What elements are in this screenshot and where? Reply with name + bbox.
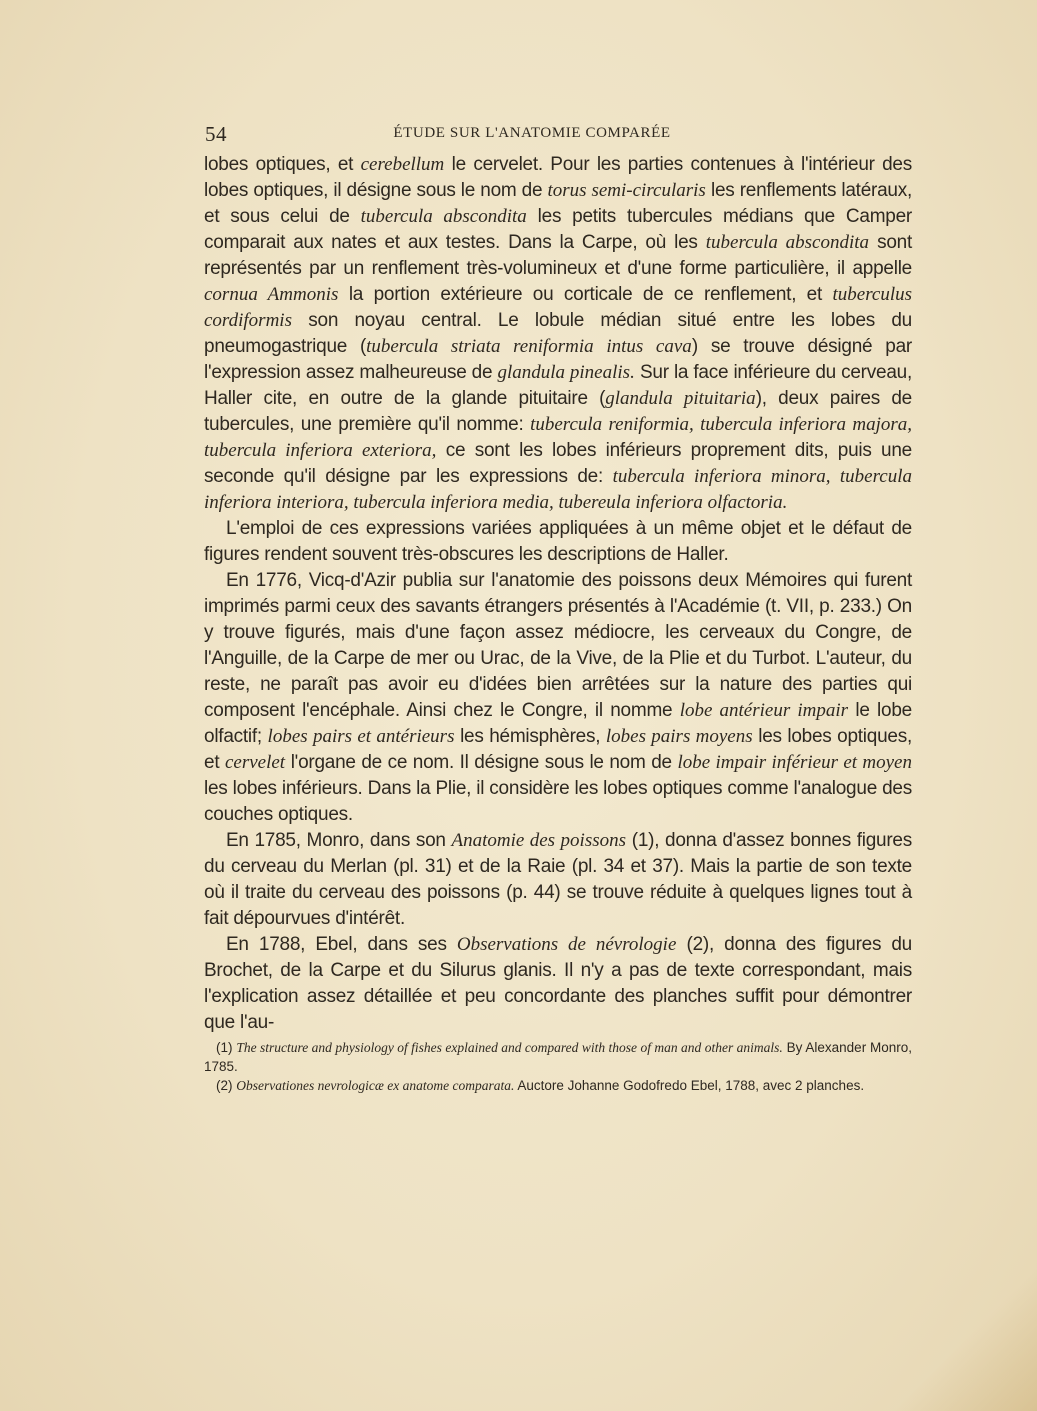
- page-corner-shadow: [877, 1251, 1037, 1411]
- paragraph-4: En 1785, Monro, dans son Anatomie des poissons (1), donna d'assez bonnes figures du cerveau du Merlan (pl. 31) et de la Raie (pl. 34 et 37). Mais la partie de son texte où il traite du cerveau des poissons (p. 44) se trouve réduite à quelques lignes tout à fait dépourvues d'intérêt.: [204, 830, 913, 929]
- footnote-1: (1) The structure and physiology of fishes explained and compared with those of man and other animals. By Alexander Monro, 1785.: [204, 1040, 913, 1074]
- page-number: 54: [205, 122, 227, 146]
- paragraph-1: lobes optiques, et cerebellum le cervelet. Pour les parties contenues à l'intérieur des lobes optiques, il désigne sous le nom de torus semi-circularis les renflements latéraux, et sous celui de tubercula abscondita les petits tubercules médians que Camper comparait aux nates et aux testes. Dans la Carpe, où les tubercula abscondita sont représentés par un renflement très-volumineux et d'une forme particulière, il appelle cornua Ammonis la portion extérieure ou corticale de ce renflement, et tuberculus cordiformis son noyau central. Le lobule médian situé entre les lobes du pneumogastrique (tubercula striata reniformia intus cava) se trouve désigné par l'expression assez malheureuse de glandula pinealis. Sur la face inférieure du cerveau, Haller cite, en outre de la glande pituitaire (glandula pituitaria), deux paires de tubercules, une première qu'il nomme: tubercula reniformia, tubercula inferiora majora, tubercula inferiora exteriora, ce sont les lobes inférieurs proprement dits, puis une seconde qu'il désigne par les expressions de: tubercula inferiora minora, tubercula inferiora interiora, tubercula inferiora media, tubereula inferiora olfactoria.: [204, 154, 913, 513]
- paragraph-3: En 1776, Vicq-d'Azir publia sur l'anatomie des poissons deux Mémoires qui furent imprimés parmi ceux des savants étrangers présentés à l'Académie (t. VII, p. 233.) On y trouve figurés, mais d'une façon assez médiocre, les cerveaux du Congre, de l'Anguille, de la Carpe de mer ou Urac, de la Vive, de la Plie et du Turbot. L'auteur, du reste, ne paraît pas avoir eu d'idées bien arrêtées sur la nature des parties qui composent l'encéphale. Ainsi chez le Congre, il nomme lobe antérieur impair le lobe olfactif; lobes pairs et antérieurs les hémisphères, lobes pairs moyens les lobes optiques, et cervelet l'organe de ce nom. Il désigne sous le nom de lobe impair inférieur et moyen les lobes inférieurs. Dans la Plie, il considère les lobes optiques comme l'analogue des couches optiques.: [204, 570, 912, 825]
- body-text: [204, 152, 912, 1036]
- footnotes: [204, 1038, 912, 1095]
- footnote-2: (2) Observationes nevrologicæ ex anatome comparata. Auctore Johanne Godofredo Ebel, 1788, avec 2 planches.: [216, 1078, 865, 1093]
- paragraph-5: En 1788, Ebel, dans ses Observations de névrologie (2), donna des figures du Brochet, de la Carpe et du Silurus glanis. Il n'y a pas de texte correspondant, mais l'explication assez détaillée et peu concordante des planches suffit pour démontrer que l'au-: [204, 934, 912, 1033]
- paragraph-2: L'emploi de ces expressions variées appliquées à un même objet et le défaut de figures rendent souvent très-obscures les descriptions de Haller.: [204, 518, 912, 565]
- running-title: ÉTUDE SUR L'ANATOMIE COMPARÉE: [393, 125, 671, 141]
- page-header: [205, 122, 835, 148]
